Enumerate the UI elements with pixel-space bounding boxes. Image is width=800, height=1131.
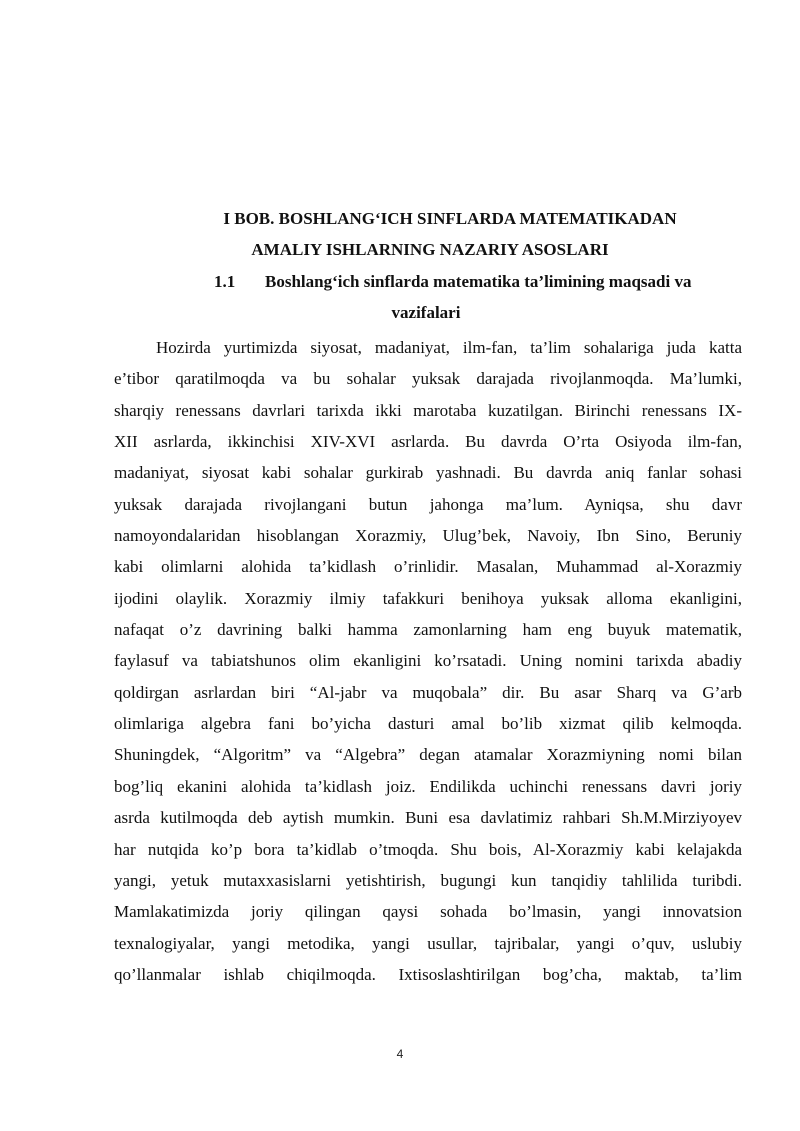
section-title-line-2: vazifalari [391,303,461,322]
paragraph-line: namoyondalaridan hisoblangan Xorazmiy, Ulug’bek, Navoiy, Ibn Sino, Beruniy [114,526,742,546]
section-number: 1.1 [214,272,236,291]
chapter-title-line-1: I BOB. BOSHLANG‘ICH SINFLARDA MATEMATIKADAN [223,209,677,228]
paragraph-line: yangi, yetuk mutaxxasislarni yetishtirish, bugungi kun tanqidiy tahlilida turibdi. [114,870,742,890]
paragraph-line: kabi olimlarni alohida ta’kidlash o’rinlidir. Masalan, Muhammad al-Xorazmiy [114,557,742,577]
paragraph-line: madaniyat, siyosat kabi sohalar gurkirab yashnadi. Bu davrda aniq fanlar sohasi [114,463,742,483]
paragraph-line: Shuningdek, “Algoritm” va “Algebra” degan atamalar Xorazmiyning nomi bilan [114,745,742,765]
chapter-title [150,203,750,265]
paragraph-line: texnalogiyalar, yangi metodika, yangi usullar, tajribalar, yangi o’quv, uslubiy [114,933,742,953]
paragraph-line: har nutqida ko’p bora ta’kidlab o’tmoqda. Shu bois, Al-Xorazmiy kabi kelajakda [114,839,742,859]
body-paragraph [114,332,742,990]
paragraph-line: faylasuf va tabiatshunos olim ekanligini ko’rsatadi. Uning nomini tarixda abadiy [114,651,742,671]
paragraph-line: XII asrlarda, ikkinchisi XIV-XVI asrlarda. Bu davrda O’rta Osiyoda ilm-fan, [114,432,742,452]
paragraph-line: nafaqat o’z davrining balki hamma zamonlarning ham eng buyuk matematik, [114,620,742,640]
paragraph-line: Hozirda yurtimizda siyosat, madaniyat, ilm-fan, ta’lim sohalariga juda katta [156,338,742,357]
paragraph-line: asrda kutilmoqda deb aytish mumkin. Buni esa davlatimiz rahbari Sh.M.Mirziyoyev [114,808,742,828]
paragraph-line: sharqiy renessans davrlari tarixda ikki marotaba kuzatilgan. Birinchi renessans IX- [114,400,742,420]
page-number: 4 [396,1047,404,1061]
paragraph-line: bog’liq ekanini alohida ta’kidlash joiz. Endilikda uchinchi renessans davri joriy [114,776,742,796]
paragraph-line: olimlariga algebra fani bo’yicha dasturi amal bo’lib xizmat qilib kelmoqda. [114,714,742,734]
paragraph-line: qoldirgan asrlardan biri “Al-jabr va muqobala” dir. Bu asar Sharq va G’arb [114,682,742,702]
section-title-line-1: Boshlang‘ich sinflarda matematika ta’limining maqsadi va [265,272,692,291]
paragraph-line: Mamlakatimizda joriy qilingan qaysi sohada bo’lmasin, yangi innovatsion [114,902,742,922]
paragraph-line: qo’llanmalar ishlab chiqilmoqda. Ixtisoslashtirilgan bog’cha, maktab, ta’lim [114,964,742,984]
paragraph-line: e’tibor qaratilmoqda va bu sohalar yuksak darajada rivojlanmoqda. Ma’lumki, [114,369,742,389]
chapter-title-line-2: AMALIY ISHLARNING NAZARIY ASOSLARI [251,240,609,259]
paragraph-line: yuksak darajada rivojlangani butun jahonga ma’lum. Ayniqsa, shu davr [114,494,742,514]
paragraph-line: ijodini olaylik. Xorazmiy ilmiy tafakkuri benihoya yuksak alloma ekanligini, [114,588,742,608]
